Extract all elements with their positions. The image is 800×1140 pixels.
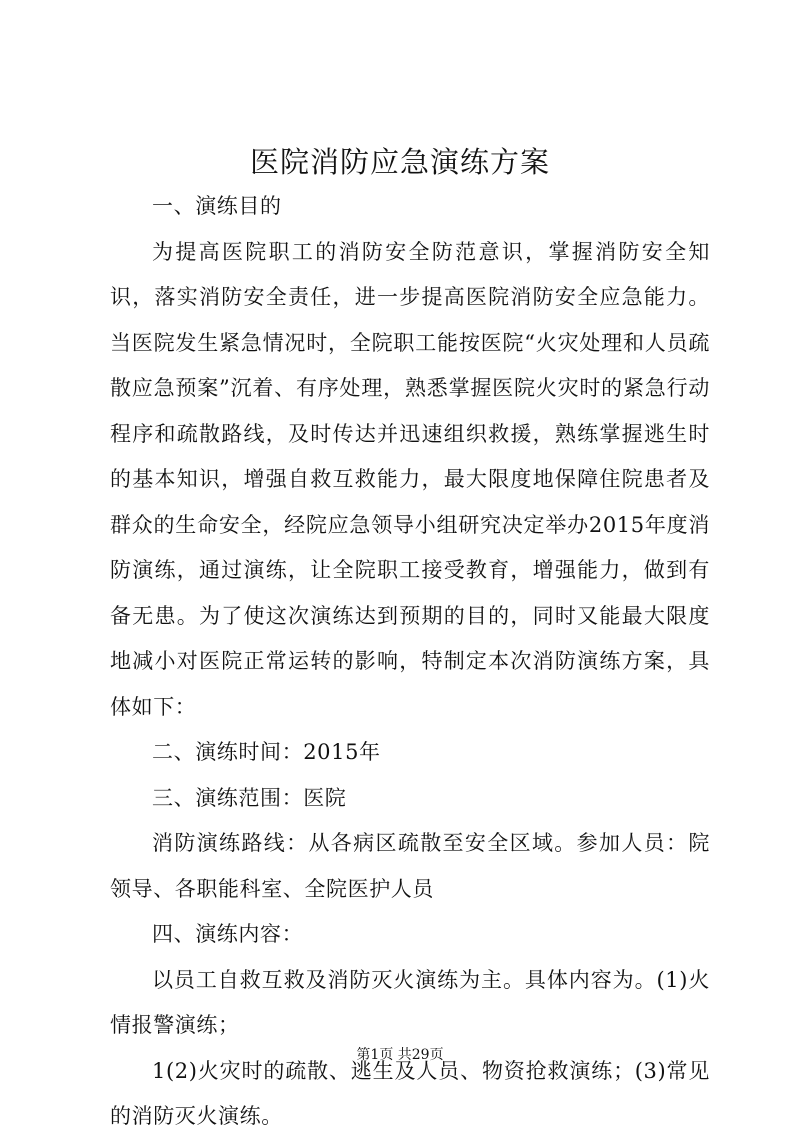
section-heading-content: 四、演练内容： xyxy=(152,922,304,946)
document-title: 医院消防应急演练方案 xyxy=(249,145,550,179)
section-heading-purpose: 一、演练目的 xyxy=(152,194,282,218)
section-heading-time: 二、演练时间：2015年 xyxy=(152,740,381,764)
paragraph-content-main: 以员工自救互救及消防灭火演练为主。具体内容为。(1)火情报警演练； xyxy=(110,967,710,1037)
paragraph-route-participants: 消防演练路线：从各病区疏散至安全区域。参加人员：院领导、各职能科室、全院医护人员 xyxy=(110,831,710,901)
section-heading-scope: 三、演练范围：医院 xyxy=(152,785,347,810)
page-footer: 第1页 共29页 xyxy=(356,1047,444,1063)
document-body xyxy=(110,184,710,1140)
paragraph-content-items: 1(2)火灾时的疏散、逃生及人员、物资抢救演练；(3)常见的消防灭火演练。 xyxy=(110,1058,710,1128)
paragraph-purpose-text: 为提高医院职工的消防安全防范意识，掌握消防安全知识，落实消防安全责任，进一步提高医院消防安全应急能力。当医院发生紧急情况时，全院职工能按医院“火灾处理和人员疏散应急预案”沉着、有序处理，熟悉掌握医院火灾时的紧急行动程序和疏散路线，及时传达并迅速组织救援，熟练掌握逃生时的基本知识，增强自救互救能力，最大限度地保障住院患者及群众的生命安全，经院应急领导小组研究决定举办2015年度消防演练，通过演练，让全院职工接受教育，增强能力，做到有备无患。为了使这次演练达到预期的目的，同时又能最大限度地减小对医院正常运转的影响，特制定本次消防演练方案，具体如下： xyxy=(110,239,710,719)
